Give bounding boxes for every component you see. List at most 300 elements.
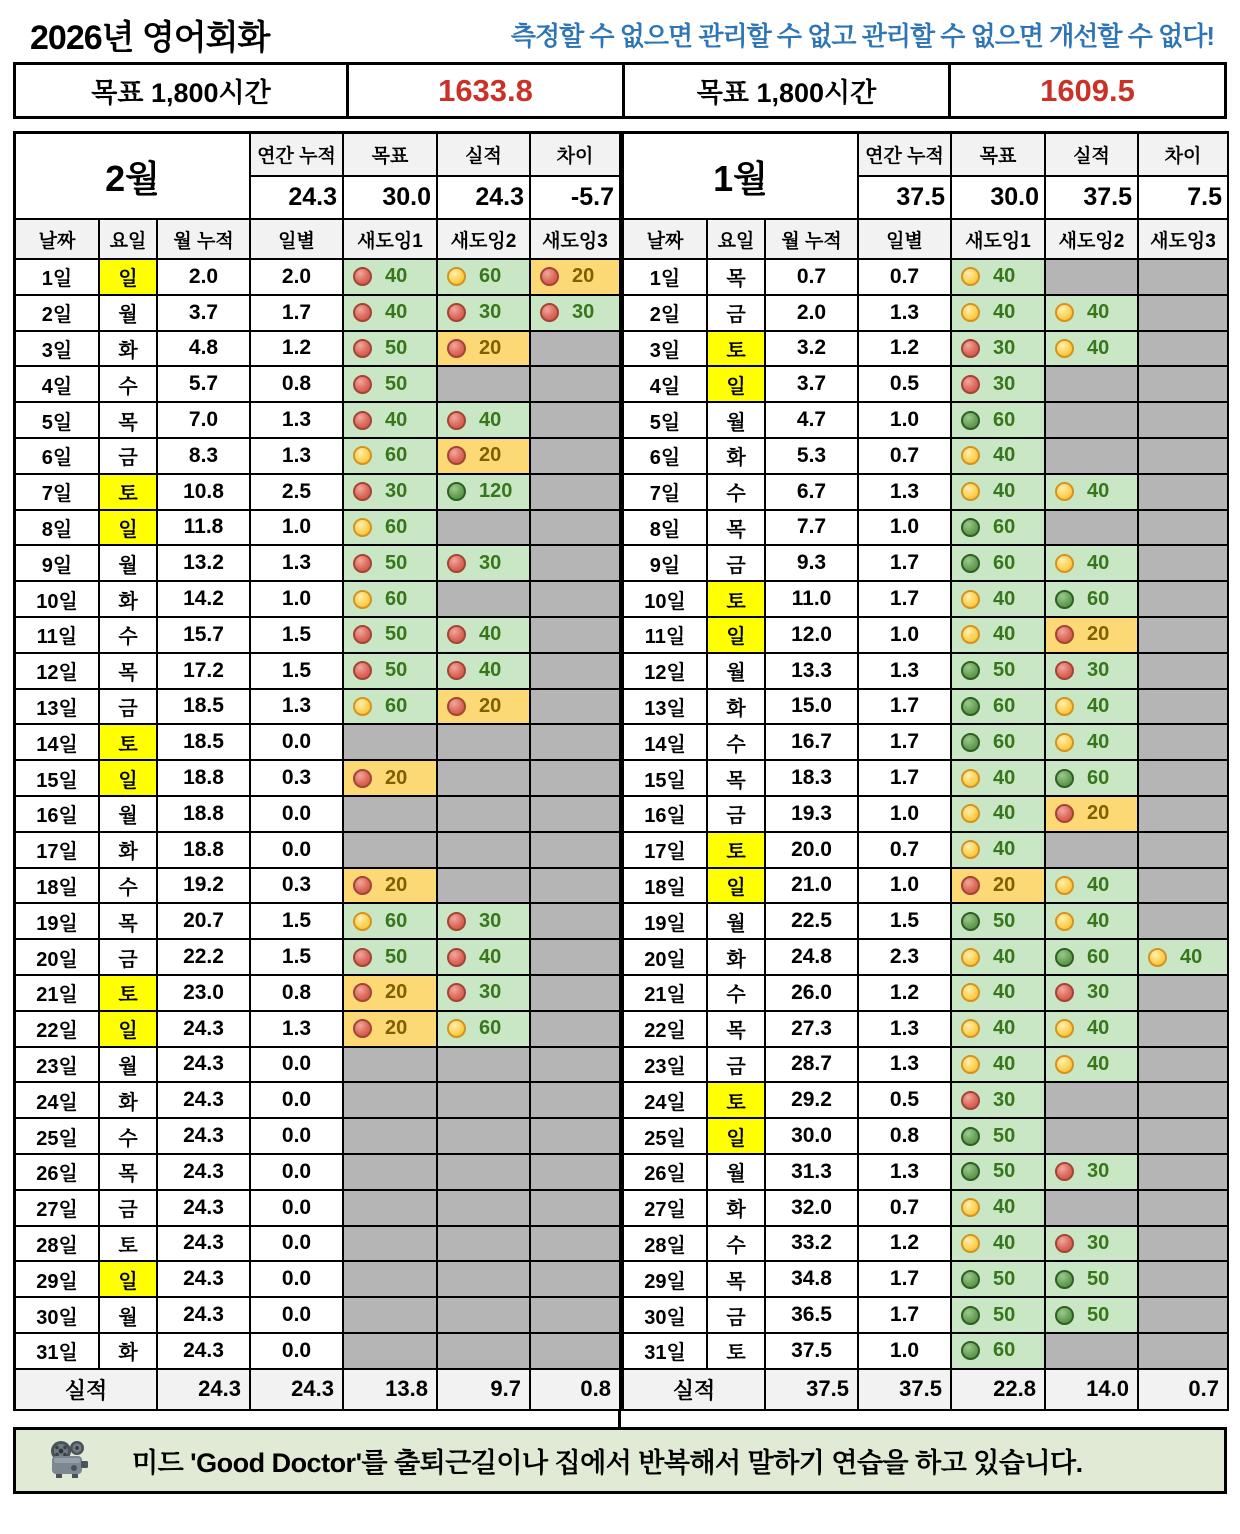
date-cell[interactable]: 11일 [16,618,100,654]
shadowing1-cell[interactable] [952,475,1046,511]
shadowing3-cell-empty[interactable] [1139,618,1229,654]
date-cell[interactable]: 11일 [624,618,708,654]
shadowing2-cell[interactable] [1046,976,1139,1012]
daily-cell[interactable]: 1.3 [859,654,952,690]
shadowing3-cell-empty[interactable] [531,833,621,869]
shadowing3-cell-empty[interactable] [1139,367,1229,403]
dow-cell[interactable]: 토 [708,833,766,869]
shadowing3-cell-empty[interactable] [1139,1227,1229,1263]
date-cell[interactable]: 1일 [16,260,100,296]
summary-label-goal[interactable]: 목표 [344,134,438,177]
month-cum-cell[interactable]: 4.8 [158,332,251,368]
shadowing1-cell-empty[interactable] [344,725,438,761]
date-cell[interactable]: 16일 [16,797,100,833]
shadowing3-cell-empty[interactable] [1139,296,1229,332]
shadowing3-cell-empty[interactable] [531,904,621,940]
dow-cell[interactable]: 금 [100,439,158,475]
shadowing1-cell-empty[interactable] [344,1048,438,1084]
shadowing2-cell-empty[interactable] [438,1155,531,1191]
daily-cell[interactable]: 0.7 [859,1191,952,1227]
date-cell[interactable]: 3일 [624,332,708,368]
dow-cell[interactable]: 목 [100,1155,158,1191]
daily-cell[interactable]: 1.7 [859,690,952,726]
dow-cell[interactable]: 화 [708,940,766,976]
dow-cell[interactable]: 수 [708,1227,766,1263]
shadowing1-cell[interactable] [952,1298,1046,1334]
shadowing3-cell-empty[interactable] [1139,976,1229,1012]
shadowing3-cell-empty[interactable] [531,475,621,511]
daily-cell[interactable]: 0.0 [251,1119,344,1155]
dow-cell[interactable]: 목 [708,511,766,547]
shadowing2-cell[interactable] [438,654,531,690]
summary-label-annual[interactable]: 연간 누적 [251,134,344,177]
shadowing1-cell-empty[interactable] [344,1298,438,1334]
date-cell[interactable]: 20일 [624,940,708,976]
dow-cell[interactable]: 토 [100,475,158,511]
shadowing1-cell-empty[interactable] [344,1334,438,1370]
daily-cell[interactable]: 1.5 [251,618,344,654]
total-row-label[interactable]: 실적 [624,1370,766,1411]
dow-cell[interactable]: 수 [708,976,766,1012]
shadowing2-cell[interactable] [1046,618,1139,654]
date-cell[interactable]: 27일 [16,1191,100,1227]
shadowing3-cell-empty[interactable] [531,582,621,618]
shadowing3-cell-empty[interactable] [1139,475,1229,511]
shadowing2-cell[interactable] [438,618,531,654]
dow-cell[interactable]: 토 [708,582,766,618]
shadowing2-cell[interactable] [438,940,531,976]
column-header-0[interactable]: 날짜 [16,220,100,260]
shadowing2-cell-empty[interactable] [1046,439,1139,475]
shadowing3-cell-empty[interactable] [1139,1262,1229,1298]
dow-cell[interactable]: 화 [708,1191,766,1227]
month-cum-cell[interactable]: 27.3 [766,1012,859,1048]
daily-cell[interactable]: 0.0 [251,1191,344,1227]
dow-cell[interactable]: 화 [100,582,158,618]
daily-cell[interactable]: 1.0 [859,797,952,833]
shadowing2-cell[interactable] [438,332,531,368]
shadowing2-cell-empty[interactable] [1046,403,1139,439]
month-cum-cell[interactable]: 11.0 [766,582,859,618]
column-header-6[interactable]: 새도잉3 [531,220,621,260]
shadowing3-cell-empty[interactable] [1139,1083,1229,1119]
month-cum-cell[interactable]: 4.7 [766,403,859,439]
month-cum-cell[interactable]: 18.5 [158,690,251,726]
month-cum-cell[interactable]: 18.8 [158,833,251,869]
date-cell[interactable]: 21일 [624,976,708,1012]
date-cell[interactable]: 31일 [16,1334,100,1370]
month-cum-cell[interactable]: 0.7 [766,260,859,296]
shadowing2-cell-empty[interactable] [438,1334,531,1370]
shadowing3-cell-empty[interactable] [1139,833,1229,869]
shadowing3-cell-empty[interactable] [531,725,621,761]
date-cell[interactable]: 8일 [624,511,708,547]
month-cum-cell[interactable]: 24.3 [158,1334,251,1370]
shadowing2-cell-empty[interactable] [1046,367,1139,403]
shadowing3-cell-empty[interactable] [531,439,621,475]
date-cell[interactable]: 13일 [16,690,100,726]
shadowing1-cell[interactable] [952,1227,1046,1263]
dow-cell[interactable]: 금 [100,690,158,726]
month-cum-cell[interactable]: 21.0 [766,869,859,905]
dow-cell[interactable]: 화 [100,1083,158,1119]
dow-cell[interactable]: 화 [708,690,766,726]
date-cell[interactable]: 5일 [624,403,708,439]
dow-cell[interactable]: 수 [708,475,766,511]
shadowing2-cell[interactable] [1046,582,1139,618]
daily-cell[interactable]: 0.0 [251,1155,344,1191]
month-cum-cell[interactable]: 24.3 [158,1262,251,1298]
dow-cell[interactable]: 월 [100,1048,158,1084]
dow-cell[interactable]: 금 [708,1298,766,1334]
dow-cell[interactable]: 목 [708,260,766,296]
shadowing3-cell-empty[interactable] [531,869,621,905]
shadowing2-cell[interactable] [438,976,531,1012]
shadowing1-cell[interactable] [952,761,1046,797]
date-cell[interactable]: 20일 [16,940,100,976]
shadowing2-cell[interactable] [1046,332,1139,368]
shadowing3-cell-empty[interactable] [531,1227,621,1263]
shadowing1-cell[interactable] [952,367,1046,403]
dow-cell[interactable]: 일 [100,1262,158,1298]
dow-cell[interactable]: 월 [708,403,766,439]
shadowing2-cell[interactable] [1046,1227,1139,1263]
date-cell[interactable]: 24일 [16,1083,100,1119]
date-cell[interactable]: 2일 [624,296,708,332]
shadowing2-cell[interactable] [438,690,531,726]
shadowing3-cell-empty[interactable] [1139,904,1229,940]
month-cum-cell[interactable]: 9.3 [766,546,859,582]
month-cum-cell[interactable]: 24.3 [158,1298,251,1334]
dow-cell[interactable]: 목 [100,654,158,690]
goal-value-right[interactable]: 1609.5 [948,65,1224,116]
daily-cell[interactable]: 1.3 [251,546,344,582]
shadowing3-cell-empty[interactable] [1139,654,1229,690]
dow-cell[interactable]: 수 [100,1119,158,1155]
month-cum-cell[interactable]: 3.2 [766,332,859,368]
date-cell[interactable]: 18일 [624,869,708,905]
shadowing1-cell[interactable] [952,1191,1046,1227]
dow-cell[interactable]: 수 [100,869,158,905]
shadowing2-cell-empty[interactable] [438,367,531,403]
daily-cell[interactable]: 1.0 [859,511,952,547]
dow-cell[interactable]: 일 [708,1119,766,1155]
daily-cell[interactable]: 2.3 [859,940,952,976]
daily-cell[interactable]: 1.2 [859,332,952,368]
summary-label-diff[interactable]: 차이 [531,134,621,177]
shadowing3-cell-empty[interactable] [531,690,621,726]
dow-cell[interactable]: 금 [708,797,766,833]
date-cell[interactable]: 7일 [16,475,100,511]
column-header-5[interactable]: 새도잉2 [1046,220,1139,260]
shadowing1-cell-empty[interactable] [344,1262,438,1298]
month-cum-cell[interactable]: 18.8 [158,797,251,833]
daily-cell[interactable]: 0.8 [859,1119,952,1155]
shadowing2-cell-empty[interactable] [438,1048,531,1084]
summary-value-annual[interactable]: 37.5 [859,177,952,220]
total-month-cum[interactable]: 37.5 [766,1370,859,1411]
month-cum-cell[interactable]: 24.3 [158,1191,251,1227]
shadowing1-cell[interactable] [952,332,1046,368]
date-cell[interactable]: 30일 [624,1298,708,1334]
goal-value-left[interactable]: 1633.8 [346,65,622,116]
dow-cell[interactable]: 금 [708,296,766,332]
month-cum-cell[interactable]: 24.3 [158,1083,251,1119]
dow-cell[interactable]: 월 [100,797,158,833]
shadowing3-cell-empty[interactable] [1139,546,1229,582]
total-daily[interactable]: 24.3 [251,1370,344,1411]
shadowing2-cell[interactable] [1046,940,1139,976]
shadowing2-cell-empty[interactable] [1046,511,1139,547]
shadowing1-cell[interactable] [344,260,438,296]
total-shadowing1[interactable]: 13.8 [344,1370,438,1411]
month-cum-cell[interactable]: 28.7 [766,1048,859,1084]
month-cum-cell[interactable]: 22.2 [158,940,251,976]
dow-cell[interactable]: 일 [708,367,766,403]
shadowing2-cell[interactable] [1046,690,1139,726]
shadowing3-cell-empty[interactable] [531,797,621,833]
date-cell[interactable]: 19일 [624,904,708,940]
shadowing2-cell-empty[interactable] [438,1119,531,1155]
shadowing3-cell-empty[interactable] [1139,1012,1229,1048]
date-cell[interactable]: 28일 [16,1227,100,1263]
shadowing3-cell-empty[interactable] [531,1119,621,1155]
shadowing1-cell[interactable] [952,1048,1046,1084]
daily-cell[interactable]: 1.3 [859,1048,952,1084]
shadowing1-cell[interactable] [952,618,1046,654]
dow-cell[interactable]: 일 [100,511,158,547]
month-cum-cell[interactable]: 24.3 [158,1119,251,1155]
shadowing1-cell[interactable] [952,976,1046,1012]
date-cell[interactable]: 14일 [16,725,100,761]
shadowing1-cell-empty[interactable] [344,1083,438,1119]
summary-value-actual[interactable]: 37.5 [1046,177,1139,220]
month-cum-cell[interactable]: 13.2 [158,546,251,582]
shadowing3-cell-empty[interactable] [1139,332,1229,368]
shadowing3-cell-empty[interactable] [1139,1334,1229,1370]
shadowing2-cell[interactable] [438,439,531,475]
dow-cell[interactable]: 일 [708,869,766,905]
shadowing2-cell[interactable] [438,260,531,296]
date-cell[interactable]: 17일 [624,833,708,869]
summary-value-annual[interactable]: 24.3 [251,177,344,220]
daily-cell[interactable]: 0.7 [859,439,952,475]
goal-label-right[interactable]: 목표 1,800시간 [622,65,948,116]
shadowing2-cell[interactable] [438,296,531,332]
dow-cell[interactable]: 일 [100,761,158,797]
shadowing1-cell[interactable] [952,260,1046,296]
daily-cell[interactable]: 0.0 [251,1083,344,1119]
date-cell[interactable]: 21일 [16,976,100,1012]
dow-cell[interactable]: 목 [708,761,766,797]
daily-cell[interactable]: 1.3 [251,690,344,726]
month-cum-cell[interactable]: 34.8 [766,1262,859,1298]
month-cum-cell[interactable]: 19.3 [766,797,859,833]
date-cell[interactable]: 22일 [16,1012,100,1048]
shadowing3-cell-empty[interactable] [531,1334,621,1370]
date-cell[interactable]: 12일 [624,654,708,690]
shadowing2-cell[interactable] [1046,1155,1139,1191]
summary-label-actual[interactable]: 실적 [1046,134,1139,177]
shadowing1-cell[interactable] [952,904,1046,940]
shadowing1-cell[interactable] [952,869,1046,905]
shadowing2-cell-empty[interactable] [1046,1083,1139,1119]
month-cum-cell[interactable]: 2.0 [158,260,251,296]
dow-cell[interactable]: 금 [100,940,158,976]
shadowing3-cell-empty[interactable] [531,367,621,403]
month-title[interactable]: 2월 [16,134,251,220]
daily-cell[interactable]: 1.7 [859,1262,952,1298]
shadowing2-cell-empty[interactable] [1046,1191,1139,1227]
date-cell[interactable]: 17일 [16,833,100,869]
shadowing1-cell[interactable] [344,618,438,654]
date-cell[interactable]: 9일 [624,546,708,582]
summary-label-goal[interactable]: 목표 [952,134,1046,177]
shadowing1-cell-empty[interactable] [344,1119,438,1155]
daily-cell[interactable]: 0.0 [251,1048,344,1084]
dow-cell[interactable]: 토 [100,725,158,761]
shadowing3-cell-empty[interactable] [1139,1155,1229,1191]
shadowing2-cell-empty[interactable] [438,1298,531,1334]
daily-cell[interactable]: 0.3 [251,869,344,905]
shadowing1-cell-empty[interactable] [344,1191,438,1227]
daily-cell[interactable]: 1.7 [859,761,952,797]
date-cell[interactable]: 10일 [16,582,100,618]
date-cell[interactable]: 30일 [16,1298,100,1334]
shadowing1-cell[interactable] [344,439,438,475]
daily-cell[interactable]: 0.0 [251,1298,344,1334]
column-header-3[interactable]: 일별 [251,220,344,260]
dow-cell[interactable]: 일 [100,1012,158,1048]
date-cell[interactable]: 10일 [624,582,708,618]
date-cell[interactable]: 31일 [624,1334,708,1370]
dow-cell[interactable]: 금 [708,546,766,582]
dow-cell[interactable]: 목 [708,1262,766,1298]
shadowing2-cell[interactable] [1046,1012,1139,1048]
shadowing2-cell-empty[interactable] [438,1227,531,1263]
summary-value-actual[interactable]: 24.3 [438,177,531,220]
daily-cell[interactable]: 1.7 [251,296,344,332]
shadowing1-cell-empty[interactable] [344,797,438,833]
month-cum-cell[interactable]: 8.3 [158,439,251,475]
dow-cell[interactable]: 월 [708,1155,766,1191]
date-cell[interactable]: 13일 [624,690,708,726]
dow-cell[interactable]: 금 [708,1048,766,1084]
summary-value-diff[interactable]: 7.5 [1139,177,1229,220]
month-cum-cell[interactable]: 13.3 [766,654,859,690]
shadowing1-cell[interactable] [952,296,1046,332]
date-cell[interactable]: 29일 [16,1262,100,1298]
daily-cell[interactable]: 0.7 [859,833,952,869]
dow-cell[interactable]: 월 [100,296,158,332]
daily-cell[interactable]: 0.0 [251,1334,344,1370]
shadowing2-cell[interactable] [1046,904,1139,940]
column-header-1[interactable]: 요일 [708,220,766,260]
shadowing3-cell-empty[interactable] [531,1262,621,1298]
shadowing2-cell-empty[interactable] [438,1262,531,1298]
month-cum-cell[interactable]: 18.5 [158,725,251,761]
shadowing1-cell[interactable] [952,654,1046,690]
dow-cell[interactable]: 목 [708,1012,766,1048]
shadowing3-cell-empty[interactable] [531,940,621,976]
column-header-6[interactable]: 새도잉3 [1139,220,1229,260]
shadowing1-cell[interactable] [344,582,438,618]
month-cum-cell[interactable]: 29.2 [766,1083,859,1119]
shadowing2-cell[interactable] [1046,1298,1139,1334]
daily-cell[interactable]: 1.5 [251,940,344,976]
summary-label-diff[interactable]: 차이 [1139,134,1229,177]
month-cum-cell[interactable]: 24.3 [158,1227,251,1263]
month-cum-cell[interactable]: 36.5 [766,1298,859,1334]
shadowing1-cell-empty[interactable] [344,1227,438,1263]
date-cell[interactable]: 14일 [624,725,708,761]
shadowing1-cell[interactable] [344,296,438,332]
daily-cell[interactable]: 1.3 [251,439,344,475]
daily-cell[interactable]: 1.3 [859,296,952,332]
shadowing1-cell[interactable] [344,869,438,905]
dow-cell[interactable]: 수 [100,618,158,654]
date-cell[interactable]: 27일 [624,1191,708,1227]
shadowing3-cell-empty[interactable] [531,1298,621,1334]
month-cum-cell[interactable]: 6.7 [766,475,859,511]
shadowing1-cell[interactable] [952,439,1046,475]
daily-cell[interactable]: 1.7 [859,546,952,582]
month-cum-cell[interactable]: 24.3 [158,1048,251,1084]
dow-cell[interactable]: 토 [100,976,158,1012]
month-cum-cell[interactable]: 33.2 [766,1227,859,1263]
shadowing2-cell[interactable] [1046,546,1139,582]
shadowing3-cell-empty[interactable] [1139,690,1229,726]
column-header-2[interactable]: 월 누적 [766,220,859,260]
shadowing2-cell-empty[interactable] [438,582,531,618]
column-header-3[interactable]: 일별 [859,220,952,260]
shadowing2-cell-empty[interactable] [438,1191,531,1227]
total-shadowing2[interactable]: 14.0 [1046,1370,1139,1411]
dow-cell[interactable]: 월 [100,546,158,582]
shadowing1-cell[interactable] [952,1119,1046,1155]
daily-cell[interactable]: 1.0 [859,869,952,905]
daily-cell[interactable]: 0.8 [251,976,344,1012]
total-daily[interactable]: 37.5 [859,1370,952,1411]
dow-cell[interactable]: 수 [708,725,766,761]
shadowing1-cell[interactable] [344,332,438,368]
date-cell[interactable]: 22일 [624,1012,708,1048]
date-cell[interactable]: 1일 [624,260,708,296]
shadowing3-cell-empty[interactable] [531,1155,621,1191]
dow-cell[interactable]: 월 [708,904,766,940]
shadowing3-cell-empty[interactable] [1139,1191,1229,1227]
shadowing2-cell[interactable] [438,475,531,511]
shadowing2-cell[interactable] [438,546,531,582]
daily-cell[interactable]: 0.7 [859,260,952,296]
month-cum-cell[interactable]: 3.7 [766,367,859,403]
daily-cell[interactable]: 1.7 [859,725,952,761]
summary-value-goal[interactable]: 30.0 [952,177,1046,220]
summary-value-goal[interactable]: 30.0 [344,177,438,220]
date-cell[interactable]: 5일 [16,403,100,439]
shadowing3-cell-empty[interactable] [1139,761,1229,797]
shadowing1-cell[interactable] [952,1012,1046,1048]
daily-cell[interactable]: 0.3 [251,761,344,797]
shadowing3-cell-empty[interactable] [1139,511,1229,547]
shadowing1-cell[interactable] [952,1083,1046,1119]
shadowing3-cell-empty[interactable] [531,1012,621,1048]
column-header-4[interactable]: 새도잉1 [344,220,438,260]
shadowing1-cell[interactable] [952,1262,1046,1298]
month-cum-cell[interactable]: 24.3 [158,1155,251,1191]
shadowing1-cell[interactable] [952,833,1046,869]
goal-label-left[interactable]: 목표 1,800시간 [91,78,271,108]
